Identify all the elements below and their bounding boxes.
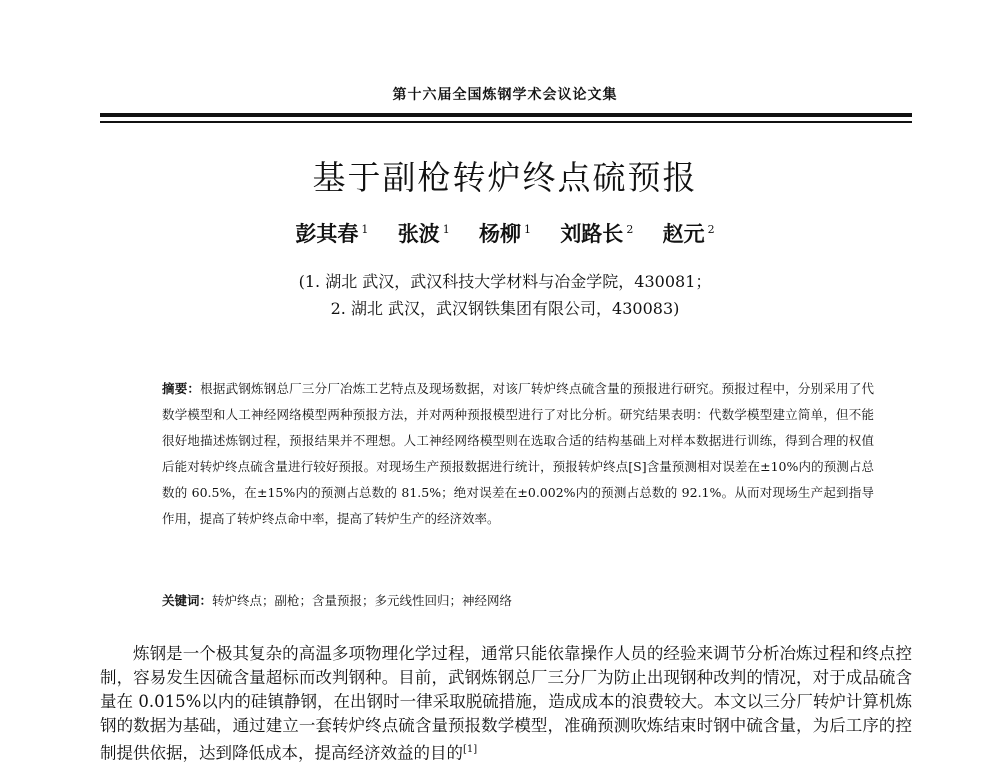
author-affil: 1 [442, 223, 450, 236]
author [295, 218, 368, 248]
author [663, 218, 715, 248]
abstract-label: 摘要： [162, 381, 201, 396]
body-paragraph [100, 642, 912, 766]
body-text [100, 642, 912, 766]
keywords-label: 关键词： [162, 593, 213, 608]
citation-ref: [1] [463, 744, 478, 755]
author-name: 刘路长 [560, 221, 624, 246]
author [398, 218, 450, 248]
paper-title: 基于副枪转炉终点硫预报 [312, 158, 698, 197]
abstract [162, 376, 874, 532]
affiliation-line: (1. 湖北 武汉，武汉科技大学材料与冶金学院，430081； [298, 272, 712, 291]
author-affil: 2 [626, 223, 634, 236]
author-list [100, 218, 910, 248]
author [560, 218, 633, 248]
affiliation-line: 2. 湖北 武汉，武汉钢铁集团有限公司，430083) [330, 299, 680, 318]
abstract-text: 根据武钢炼钢总厂三分厂冶炼工艺特点及现场数据，对该厂转炉终点硫含量的预报进行研究。预报过程中，分别采用了代数学模型和人工神经网络模型两种预报方法，并对两种预报模型进行了对比分析。研究结果表明：代数学模型建立简单，但不能很好地描述炼钢过程，预报结果并不理想。人工神经网络模型则在选取合适的结构基础上对样本数据进行训练，得到合理的权值后能对转炉终点硫含量进行较好预报。对现场生产预报数据进行统计，预报转炉终点[S]含量预测相对误差在±10%内的预测占总数的 60.5%，在±15%内的预测占总数的 81.5%；绝对误差在±0.002%内的预测占总数的 92.1%。从而对现场生产起到指导作用，提高了转炉终点命中率，提高了转炉生产的经济效率。 [162, 381, 874, 526]
author [479, 218, 531, 248]
author-affil: 1 [361, 223, 369, 236]
author-name: 杨柳 [479, 221, 521, 246]
body-paragraph-text: 炼钢是一个极其复杂的高温多项物理化学过程，通常只能依靠操作人员的经验来调节分析冶炼过程和终点控制，容易发生因硫含量超标而改判钢种。目前，武钢炼钢总厂三分厂为防止出现钢种改判的情况，对于成品硫含量在 0.015%以内的硅镇静钢，在出钢时一律采取脱硫措施，造成成本的浪费较大。本文以三分厂转炉计算机炼钢的数据为基础，通过建立一套转炉终点硫含量预报数学模型，准确预测吹炼结束时钢中硫含量，为后工序的控制提供依据，达到降低成本，提高经济效益的目的 [100, 644, 912, 763]
keywords [162, 590, 874, 612]
header-rule-thin [100, 121, 912, 123]
header-rule-thick [100, 113, 912, 117]
author-name: 张波 [397, 221, 440, 246]
affiliations [100, 268, 910, 322]
keywords-text: 转炉终点；副枪；含量预报；多元线性回归；神经网络 [212, 593, 513, 608]
author-affil: 1 [524, 223, 531, 236]
author-affil: 2 [707, 223, 715, 236]
author-name: 彭其春 [295, 221, 359, 246]
author-name: 赵元 [662, 221, 705, 246]
running-header: 第十六届全国炼钢学术会议论文集 [392, 87, 618, 103]
